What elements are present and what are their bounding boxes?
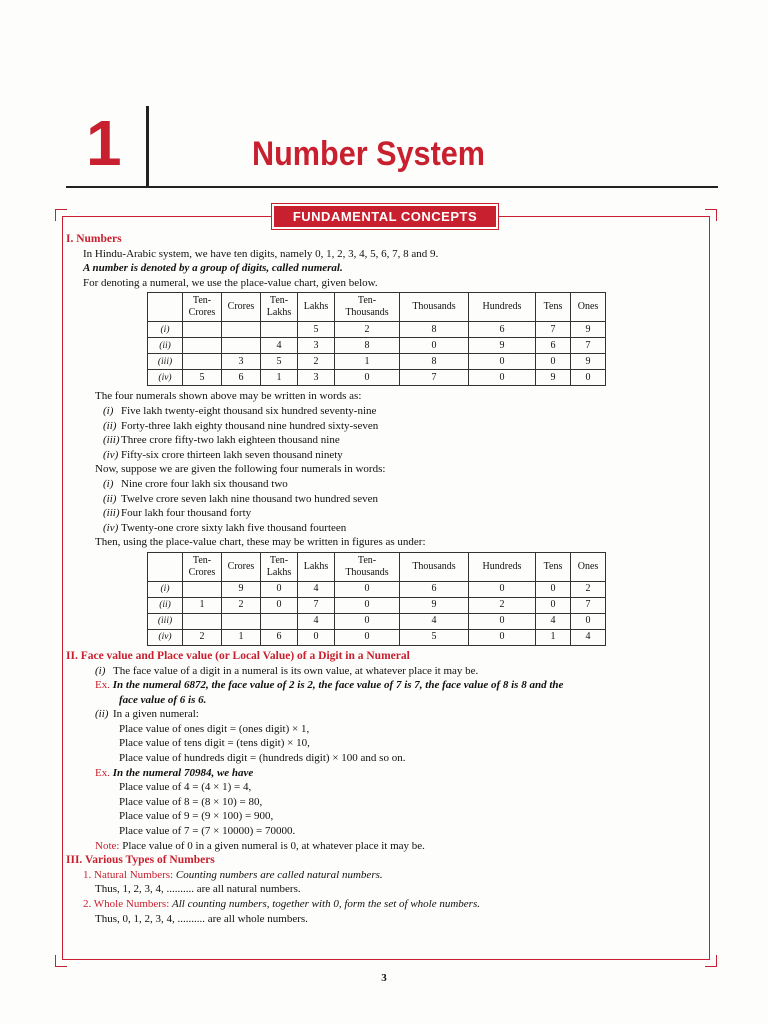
item-tag: (i)	[103, 477, 114, 490]
item-text: In a given numeral:	[113, 708, 199, 721]
item-text: Forty-three lakh eighty thousand nine hundred sixty-seven	[121, 419, 379, 432]
table-cell: 6	[261, 629, 298, 645]
column-header: Tens	[536, 552, 571, 581]
row-label: (i)	[148, 322, 183, 338]
paragraph: The four numerals shown above may be written in words as:	[95, 390, 362, 403]
paragraph: In Hindu-Arabic system, we have ten digits, namely 0, 1, 2, 3, 4, 5, 6, 7, 8 and 9.	[83, 247, 439, 260]
item-text: Five lakh twenty-eight thousand six hundred seventy-nine	[121, 404, 377, 417]
table-cell: 4	[571, 629, 606, 645]
chapter-divider	[146, 106, 149, 188]
paragraph: Then, using the place-value chart, these may be written in figures as under:	[95, 536, 426, 549]
table-cell: 5	[261, 354, 298, 370]
term-label: 1. Natural Numbers:	[83, 868, 174, 881]
item-tag: (ii)	[103, 492, 117, 505]
column-header: Ten- Crores	[183, 293, 222, 322]
column-header	[148, 552, 183, 581]
section-heading-types: III. Various Types of Numbers	[66, 854, 215, 867]
term-label: 2. Whole Numbers:	[83, 898, 170, 910]
column-header: Ones	[571, 293, 606, 322]
table-cell: 8	[400, 354, 469, 370]
table-cell	[222, 338, 261, 354]
example-text: In the numeral 6872, the face value of 2 is 2, the face value of 7 is 7, the face value of 8 is 8 and the	[112, 679, 564, 692]
note-label: Note:	[95, 839, 120, 852]
table-cell: 9	[222, 581, 261, 597]
example	[66, 766, 710, 781]
section-heading-numbers: I. Numbers	[66, 233, 122, 245]
example-label: Ex.	[95, 766, 110, 779]
list-item	[66, 404, 710, 419]
item-text: Four lakh four thousand forty	[121, 507, 252, 520]
frame-corner	[55, 955, 67, 967]
concepts-banner: FUNDAMENTAL CONCEPTS	[274, 206, 496, 227]
item-tag: (iv)	[103, 448, 119, 461]
list-item	[66, 707, 710, 722]
column-header: Hundreds	[469, 293, 536, 322]
table-cell: 0	[469, 613, 536, 629]
table-cell: 0	[298, 629, 335, 645]
term-definition: All counting numbers, together with 0, form the set of whole numbers.	[172, 898, 480, 910]
column-header: Thousands	[400, 552, 469, 581]
example-label: Ex.	[95, 679, 110, 692]
table-cell: 4	[298, 613, 335, 629]
column-header: Crores	[222, 293, 261, 322]
text-line: Place value of tens digit = (tens digit) × 10,	[119, 737, 310, 750]
table-cell: 3	[298, 338, 335, 354]
list-item	[66, 433, 710, 448]
table-cell: 0	[536, 354, 571, 370]
chapter-rule	[66, 186, 718, 188]
table-cell: 2	[571, 581, 606, 597]
table-cell: 2	[298, 354, 335, 370]
table-cell: 4	[298, 581, 335, 597]
section-heading-face-value: II. Face value and Place value (or Local Value) of a Digit in a Numeral	[66, 649, 410, 662]
table-cell: 1	[222, 629, 261, 645]
table-cell: 0	[469, 629, 536, 645]
row-label: (ii)	[148, 597, 183, 613]
table-cell: 0	[335, 581, 400, 597]
item-text: Nine crore four lakh six thousand two	[121, 477, 288, 490]
table-cell	[183, 581, 222, 597]
item-text: Twelve crore seven lakh nine thousand two hundred seven	[121, 492, 379, 505]
table-cell: 5	[298, 322, 335, 338]
table-cell	[261, 322, 298, 338]
note-text: Place value of 0 in a given numeral is 0, at whatever place it may be.	[122, 839, 425, 852]
table-cell: 0	[536, 581, 571, 597]
table-cell: 5	[183, 370, 222, 386]
item-tag: (i)	[103, 404, 114, 417]
table-cell: 4	[400, 613, 469, 629]
row-label: (iii)	[148, 613, 183, 629]
table-cell: 6	[536, 338, 571, 354]
list-item	[66, 664, 710, 679]
item-tag: (ii)	[95, 708, 109, 721]
frame-corner	[55, 209, 67, 221]
table-row	[148, 338, 606, 354]
table-cell: 0	[400, 338, 469, 354]
table-row	[148, 597, 606, 613]
item-text: Three crore fifty-two lakh eighteen thousand nine	[121, 434, 340, 447]
table-cell: 2	[335, 322, 400, 338]
table-row	[148, 629, 606, 645]
column-header: Thousands	[400, 293, 469, 322]
definition: A number is denoted by a group of digits, called numeral.	[83, 262, 343, 275]
table-cell	[183, 613, 222, 629]
table-cell: 1	[261, 370, 298, 386]
row-label: (i)	[148, 581, 183, 597]
table-row	[148, 613, 606, 629]
table-cell: 0	[571, 370, 606, 386]
table-cell: 1	[536, 629, 571, 645]
table-cell: 0	[571, 613, 606, 629]
example-lines	[66, 780, 710, 838]
item-text: The face value of a digit in a numeral is its own value, at whatever place it may be.	[113, 664, 479, 677]
table-cell: 7	[536, 322, 571, 338]
place-value-table-2	[147, 552, 606, 646]
table-row	[148, 322, 606, 338]
table-cell: 0	[261, 597, 298, 613]
text-line: Place value of hundreds digit = (hundreds digit) × 100 and so on.	[119, 752, 406, 765]
table-cell	[183, 338, 222, 354]
row-label: (iv)	[148, 629, 183, 645]
column-header: Ten- Lakhs	[261, 552, 298, 581]
row-label: (iii)	[148, 354, 183, 370]
paragraph: For denoting a numeral, we use the place-value chart, given below.	[83, 276, 378, 289]
row-label: (iv)	[148, 370, 183, 386]
table-cell: 5	[400, 629, 469, 645]
frame-corner	[705, 209, 717, 221]
item-text: Twenty-one crore sixty lakh five thousand fourteen	[121, 521, 347, 534]
item-tag: (i)	[95, 664, 106, 677]
column-header: Ten- Crores	[183, 552, 222, 581]
list-item	[66, 521, 710, 536]
example-text-cont: face value of 6 is 6.	[119, 693, 207, 706]
list-item	[66, 492, 710, 507]
item-text: Fifty-six crore thirteen lakh seven thousand ninety	[121, 448, 343, 461]
column-header: Ten- Thousands	[335, 293, 400, 322]
text-line: Place value of 7 = (7 × 10000) = 70000.	[119, 825, 296, 838]
table-row	[148, 581, 606, 597]
item-tag: (iii)	[103, 507, 120, 520]
column-header: Hundreds	[469, 552, 536, 581]
table-cell: 7	[571, 338, 606, 354]
list-item	[66, 506, 710, 521]
table-cell: 2	[222, 597, 261, 613]
text-line: Place value of ones digit = (ones digit) × 1,	[119, 722, 310, 735]
text-line: Place value of 8 = (8 × 10) = 80,	[119, 795, 263, 808]
column-header: Tens	[536, 293, 571, 322]
table-cell: 1	[335, 354, 400, 370]
table-cell: 6	[469, 322, 536, 338]
table-cell: 1	[183, 597, 222, 613]
table-cell: 0	[335, 370, 400, 386]
example	[66, 678, 710, 693]
table-cell: 0	[469, 370, 536, 386]
table-cell: 0	[469, 581, 536, 597]
item-tag: (iii)	[103, 434, 120, 447]
table-cell: 4	[261, 338, 298, 354]
paragraph: Thus, 0, 1, 2, 3, 4, .......... are all whole numbers.	[95, 912, 308, 925]
table-cell: 8	[335, 338, 400, 354]
table-cell: 3	[298, 370, 335, 386]
item-tag: (iv)	[103, 521, 119, 534]
place-value-rules	[66, 722, 710, 766]
note	[66, 839, 710, 854]
table-cell	[261, 613, 298, 629]
table-cell: 2	[469, 597, 536, 613]
table-row	[148, 354, 606, 370]
table-cell: 7	[571, 597, 606, 613]
paragraph: Thus, 1, 2, 3, 4, .......... are all natural numbers.	[95, 883, 301, 896]
page-content	[66, 232, 710, 926]
paragraph: Now, suppose we are given the following four numerals in words:	[95, 463, 386, 476]
table-cell: 3	[222, 354, 261, 370]
term-definition: Counting numbers are called natural numbers.	[175, 868, 383, 881]
example-title: In the numeral 70984, we have	[112, 766, 254, 779]
chapter-title: Number System	[252, 135, 485, 173]
table-cell: 0	[335, 597, 400, 613]
table-cell: 9	[571, 322, 606, 338]
suppose-list	[66, 477, 710, 535]
item-tag: (ii)	[103, 419, 117, 432]
column-header: Crores	[222, 552, 261, 581]
chapter-number: 1	[86, 107, 122, 179]
list-item	[66, 448, 710, 463]
natural-numbers-def	[66, 868, 710, 883]
list-item	[66, 419, 710, 434]
page-number: 3	[381, 972, 387, 984]
table-cell: 9	[469, 338, 536, 354]
table-cell: 6	[222, 370, 261, 386]
column-header: Ones	[571, 552, 606, 581]
whole-numbers-def	[66, 897, 710, 912]
chapter-header	[0, 100, 768, 195]
table-cell: 9	[536, 370, 571, 386]
table-cell	[183, 354, 222, 370]
column-header: Lakhs	[298, 293, 335, 322]
table-cell: 0	[469, 354, 536, 370]
table-cell: 0	[536, 597, 571, 613]
table-cell: 9	[571, 354, 606, 370]
table-row	[148, 370, 606, 386]
text-line: Place value of 4 = (4 × 1) = 4,	[119, 781, 252, 794]
text-line: Place value of 9 = (9 × 100) = 900,	[119, 810, 274, 823]
table-cell: 9	[400, 597, 469, 613]
column-header: Ten- Lakhs	[261, 293, 298, 322]
table-cell	[222, 322, 261, 338]
table-cell: 0	[335, 613, 400, 629]
table-cell	[183, 322, 222, 338]
table-cell: 7	[400, 370, 469, 386]
table-cell	[222, 613, 261, 629]
table-cell: 7	[298, 597, 335, 613]
list-item	[66, 477, 710, 492]
table-cell: 4	[536, 613, 571, 629]
table-cell: 0	[335, 629, 400, 645]
column-header: Lakhs	[298, 552, 335, 581]
words-list	[66, 404, 710, 462]
column-header	[148, 293, 183, 322]
place-value-table-1	[147, 292, 606, 386]
table-cell: 8	[400, 322, 469, 338]
table-cell: 6	[400, 581, 469, 597]
table-cell: 0	[261, 581, 298, 597]
table-cell: 2	[183, 629, 222, 645]
frame-corner	[705, 955, 717, 967]
column-header: Ten- Thousands	[335, 552, 400, 581]
row-label: (ii)	[148, 338, 183, 354]
